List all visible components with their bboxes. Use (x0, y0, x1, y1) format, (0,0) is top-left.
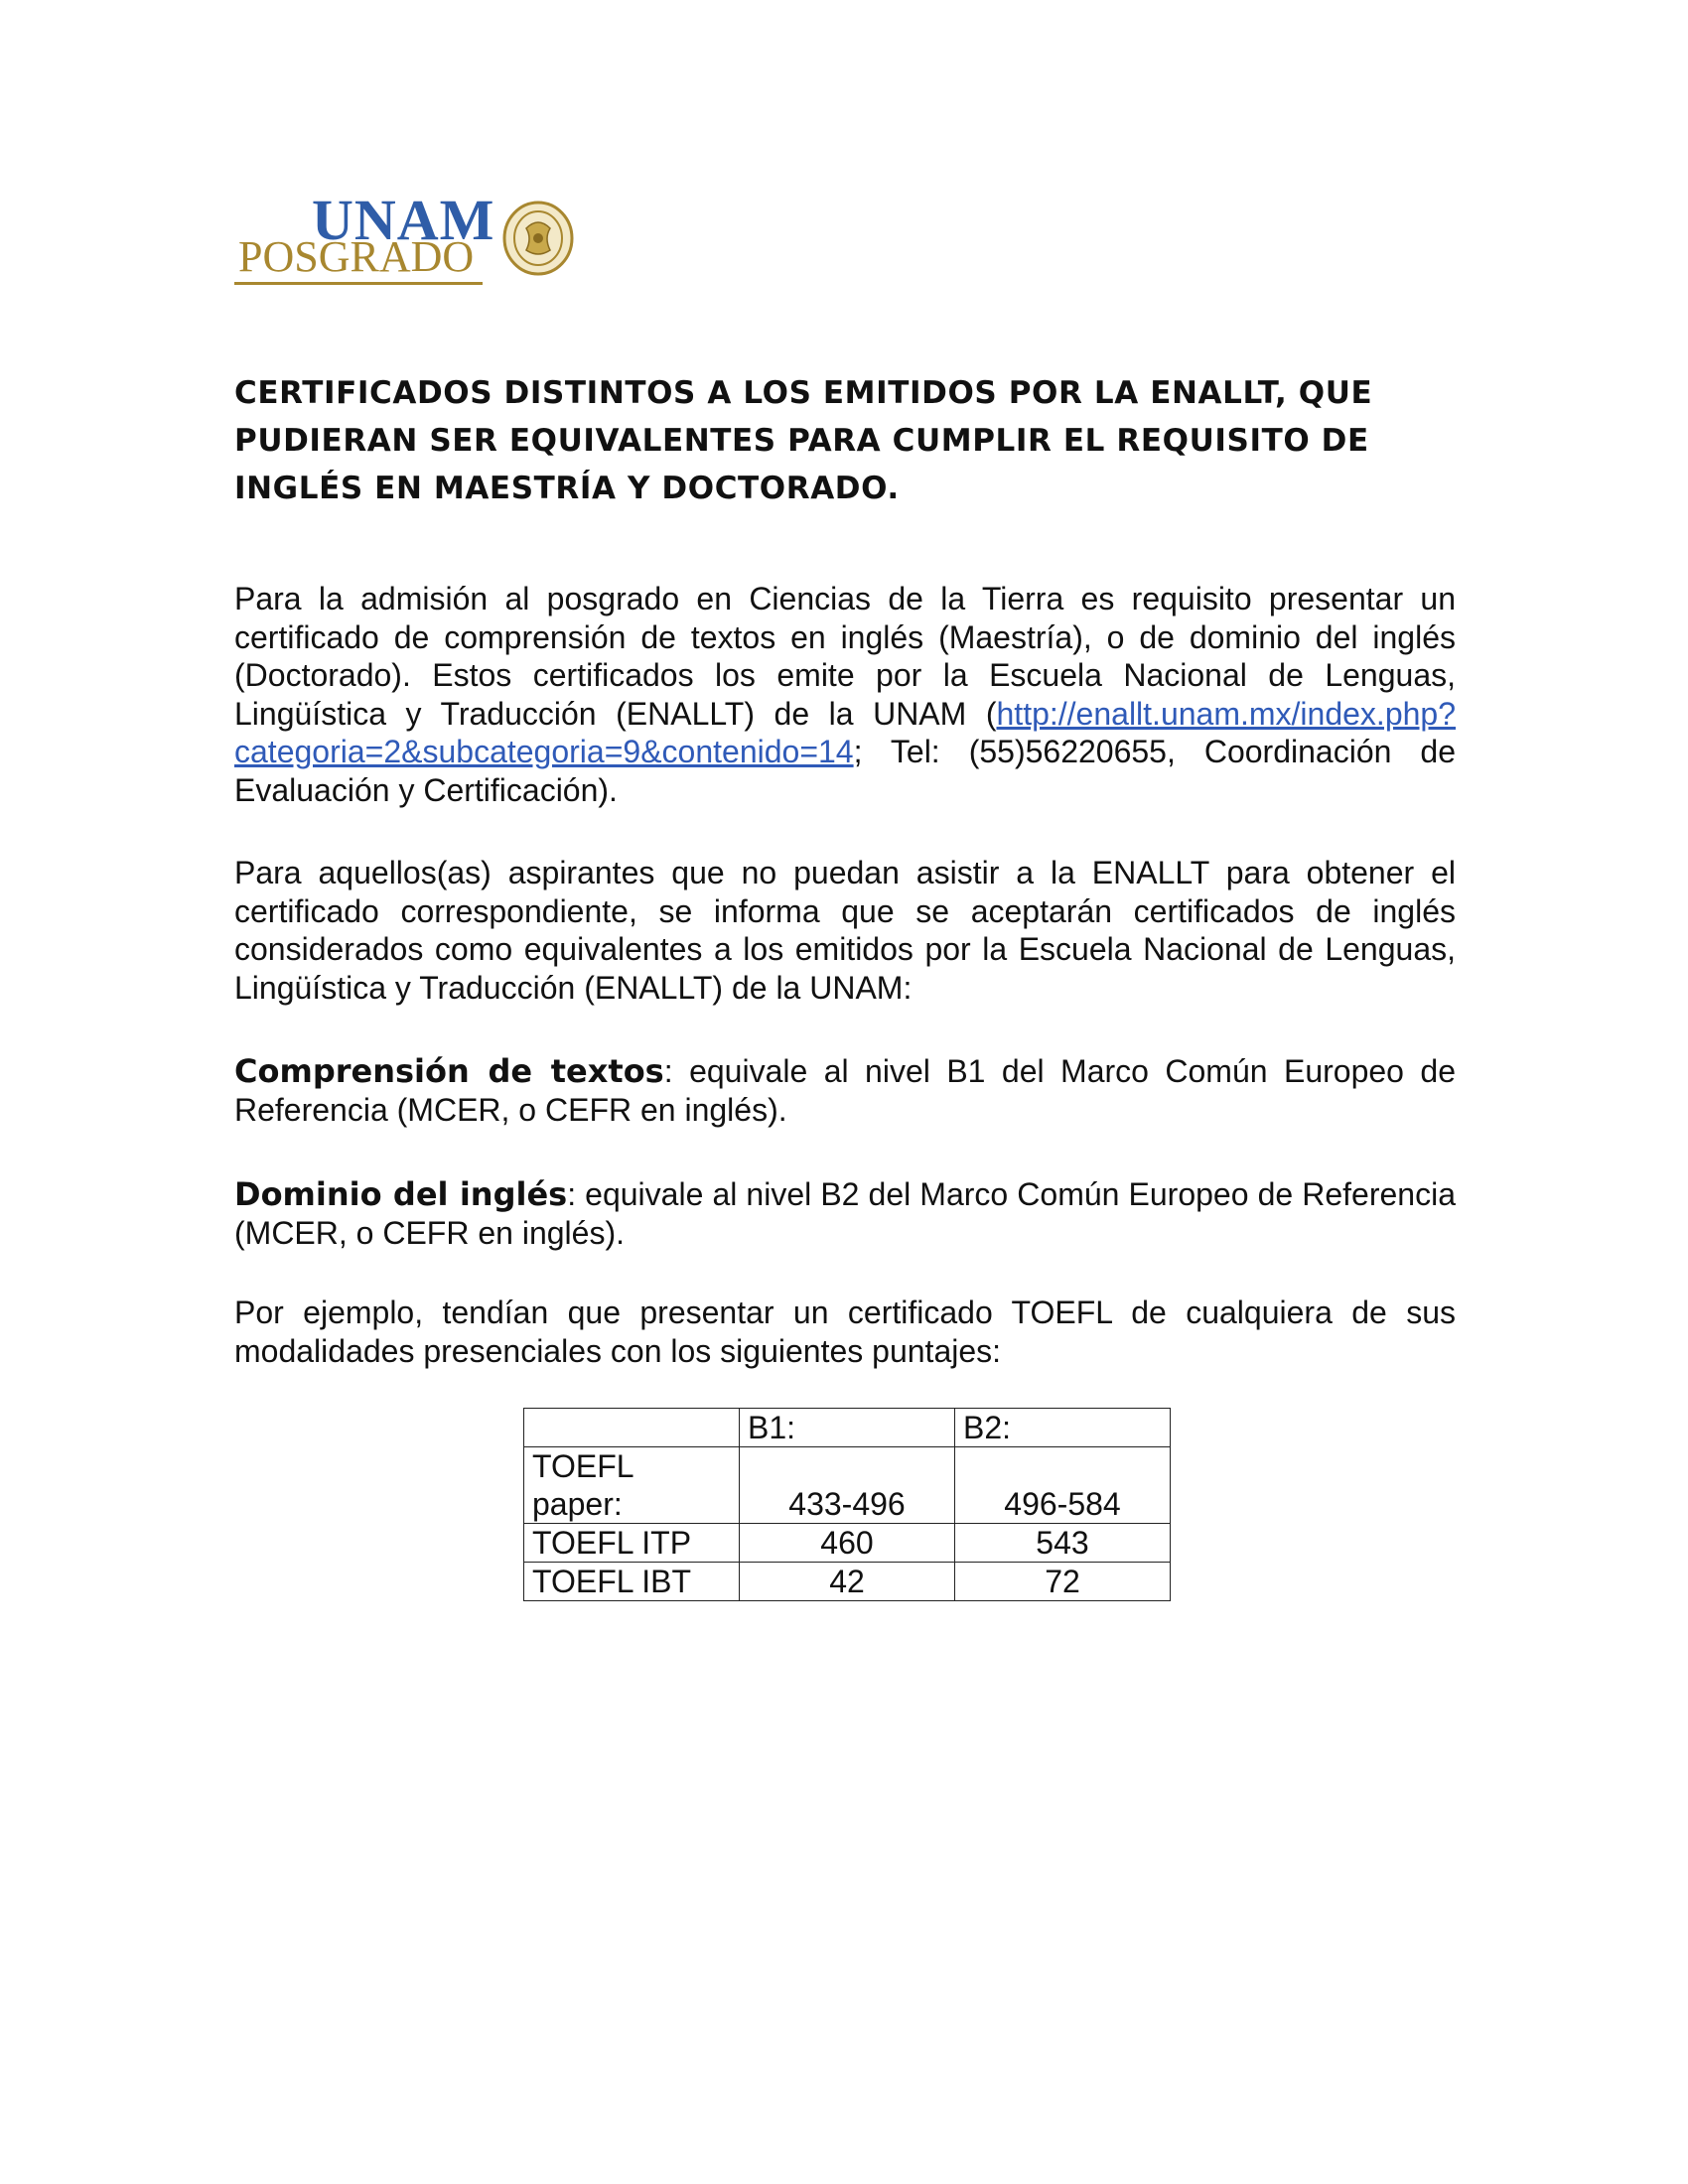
row-b2-value: 543 (955, 1524, 1171, 1563)
row-label: TOEFL IBT (524, 1563, 740, 1601)
table-header-cell (524, 1409, 740, 1447)
table-row (524, 1447, 1171, 1524)
p1-text-before: Para la admisión al posgrado en Ciencias de la Tierra es requisito presentar un certificado de comprensión de textos en inglés (Maestría), o de dominio del inglés (Doctorado). Estos certificados los emite por la Escuela Nacional de Lenguas, Lingüística y Traducción (ENALLT) de la UNAM ( (234, 581, 1456, 732)
document-title: CERTIFICADOS DISTINTOS A LOS EMITIDOS POR LA ENALLT, QUE PUDIERAN SER EQUIVALENTES PARA CUMPLIR EL REQUISITO DE INGLÉS EN MAESTRÍA Y DOCTORADO. (234, 375, 1373, 506)
term-dominio: Dominio del inglés (234, 1175, 568, 1213)
toefl-scores-table (523, 1408, 1171, 1601)
term-comprension: Comprensión de textos (234, 1052, 664, 1090)
table-row (524, 1563, 1171, 1601)
row-b1-value: 460 (740, 1524, 955, 1563)
paragraph-equivalents: Para aquellos(as) aspirantes que no puedan asistir a la ENALLT para obtener el certificado correspondiente, se informa que se aceptarán certificados de inglés considerados como equivalentes a los emitidos por la Escuela Nacional de Lenguas, Lingüística y Traducción (ENALLT) de la UNAM: (234, 855, 1456, 1006)
dominio-definition: : equivale al nivel B2 del Marco Común Europeo de Referencia (MCER, o CEFR en inglés). (234, 1176, 1457, 1251)
paragraph-dominio (234, 1175, 1456, 1252)
unam-seal-icon (500, 199, 576, 278)
paragraph-admission (234, 580, 1456, 809)
logo-posgrado-text: POSGRADO (238, 232, 475, 281)
row-b2-value: 72 (955, 1563, 1171, 1601)
table-header-b2: B2: (955, 1409, 1171, 1447)
row-b1-value: 42 (740, 1563, 955, 1601)
row-label: TOEFL paper: (524, 1447, 740, 1524)
logo-underline (234, 282, 483, 285)
row-b2-value: 496-584 (955, 1447, 1171, 1524)
row-b1-value: 433-496 (740, 1447, 955, 1524)
unam-posgrado-logo (232, 189, 575, 298)
p1-text-after: ; Tel: (55)56220655, Coordinación de Evaluación y Certificación). (234, 734, 1456, 808)
logo-unam-text: UNAM (312, 188, 495, 252)
table-header-b1: B1: (740, 1409, 955, 1447)
paragraph-comprension (234, 1052, 1456, 1129)
row-label: TOEFL ITP (524, 1524, 740, 1563)
comprension-definition: : equivale al nivel B1 del Marco Común Europeo de Referencia (MCER, o CEFR en inglés). (234, 1053, 1457, 1128)
table-row (524, 1524, 1171, 1563)
paragraph-example: Por ejemplo, tendían que presentar un certificado TOEFL de cualquiera de sus modalidades presenciales con los siguientes puntajes: (234, 1295, 1456, 1369)
enallt-link[interactable]: http://enallt.unam.mx/index.php?categoria=2&subcategoria=9&contenido=14 (234, 695, 1456, 769)
table-header-row (524, 1409, 1171, 1447)
